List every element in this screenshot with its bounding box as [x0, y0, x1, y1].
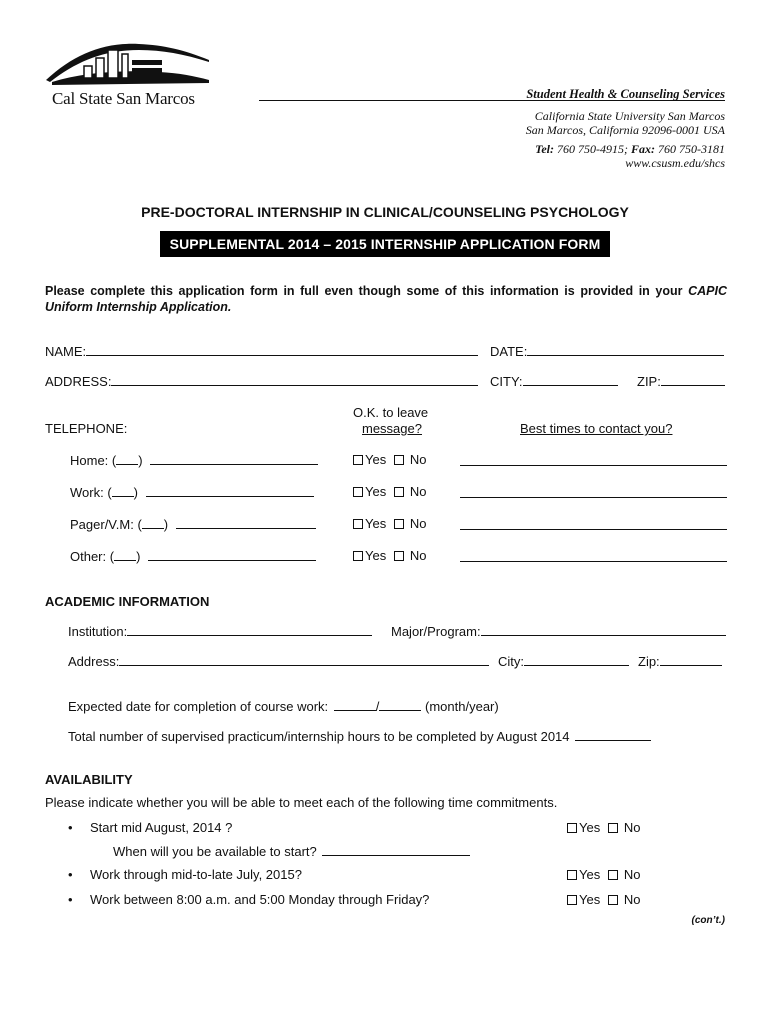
- logo-text: Cal State San Marcos: [52, 89, 195, 108]
- yes-label: Yes: [579, 867, 601, 882]
- date-slash: /: [375, 699, 380, 714]
- supervised-hours-label: Total number of supervised practicum/internship hours to be completed by August 2014: [68, 729, 570, 744]
- name-field[interactable]: [86, 343, 478, 356]
- expected-year-field[interactable]: [379, 698, 421, 711]
- tel-number: 760 750-4915;: [554, 142, 631, 156]
- university-name: California State University San Marcos: [534, 109, 725, 123]
- zip-field[interactable]: [661, 373, 725, 386]
- yes-checkbox[interactable]: [567, 823, 577, 833]
- phone-home-number[interactable]: [150, 452, 318, 465]
- contact-phone-fax: [535, 142, 725, 157]
- yes-no-work-hours: [567, 892, 640, 907]
- no-checkbox[interactable]: [394, 519, 404, 529]
- bullet-icon: •: [68, 867, 73, 882]
- phone-work-area-code[interactable]: [112, 484, 134, 497]
- available-start-label: When will you be available to start?: [113, 844, 317, 859]
- form-banner: SUPPLEMENTAL 2014 – 2015 INTERNSHIP APPLICATION FORM: [160, 231, 611, 257]
- form-title: PRE-DOCTORAL INTERNSHIP IN CLINICAL/COUNSELING PSYCHOLOGY: [141, 204, 629, 220]
- no-checkbox[interactable]: [608, 870, 618, 880]
- major-field[interactable]: [481, 623, 726, 636]
- yes-checkbox[interactable]: [353, 519, 363, 529]
- date-label: DATE:: [490, 344, 528, 359]
- major-label: Major/Program:: [391, 624, 481, 639]
- zip-label: ZIP:: [637, 374, 661, 389]
- paren-close: ): [133, 485, 138, 500]
- academic-city-field[interactable]: [524, 653, 629, 666]
- no-label: No: [409, 516, 427, 531]
- yes-checkbox[interactable]: [567, 870, 577, 880]
- website-link[interactable]: www.csusm.edu/shcs: [625, 156, 725, 170]
- no-label: No: [409, 548, 427, 563]
- no-checkbox[interactable]: [608, 823, 618, 833]
- intro-body: Please complete this application form in full even though some of this information is provided in your: [45, 284, 689, 298]
- availability-heading: AVAILABILITY: [45, 772, 133, 787]
- intro-emphasis: CAPIC Uniform Internship Application.: [45, 284, 727, 314]
- phone-other-label: Other: (: [70, 549, 115, 564]
- institution-label: Institution:: [68, 624, 128, 639]
- phone-work-number[interactable]: [146, 484, 314, 497]
- supervised-hours-field[interactable]: [575, 728, 651, 741]
- continued-note: (con’t.): [691, 915, 725, 926]
- intro-text: [45, 283, 727, 315]
- yes-label: Yes: [365, 484, 387, 499]
- phone-row-pager: [70, 516, 316, 532]
- phone-pager-area-code[interactable]: [142, 516, 164, 529]
- yes-no-work-july: [567, 867, 640, 882]
- yes-checkbox[interactable]: [353, 455, 363, 465]
- phone-row-home: [70, 452, 318, 468]
- fax-label: Fax:: [631, 142, 655, 156]
- availability-intro: Please indicate whether you will be able to meet each of the following time commitments.: [45, 795, 558, 810]
- availability-item: [68, 892, 429, 907]
- yes-label: Yes: [365, 548, 387, 563]
- university-address: San Marcos, California 92096-0001 USA: [525, 123, 725, 137]
- phone-other-number[interactable]: [148, 548, 316, 561]
- address-field[interactable]: [111, 373, 478, 386]
- yes-no-start-august: [567, 820, 640, 835]
- paren-close: ): [163, 517, 169, 532]
- phone-home-area-code[interactable]: [116, 452, 138, 465]
- no-checkbox[interactable]: [394, 487, 404, 497]
- academic-zip-label: Zip:: [638, 654, 660, 669]
- availability-item-label: Work between 8:00 a.m. and 5:00 Monday through Friday?: [90, 892, 430, 907]
- yes-no-pager: [353, 516, 426, 531]
- city-field[interactable]: [523, 373, 618, 386]
- institution-field[interactable]: [127, 623, 372, 636]
- availability-item-label: Start mid August, 2014 ?: [90, 820, 233, 835]
- telephone-label: TELEPHONE:: [45, 421, 128, 436]
- address-label: ADDRESS:: [45, 374, 112, 389]
- no-label: No: [409, 452, 427, 467]
- no-label: No: [409, 484, 427, 499]
- best-times-pager-field[interactable]: [460, 529, 727, 530]
- yes-no-other: [353, 548, 426, 563]
- academic-address-label: Address:: [68, 654, 120, 669]
- best-times-label: Best times to contact you?: [520, 421, 673, 436]
- no-checkbox[interactable]: [608, 895, 618, 905]
- no-checkbox[interactable]: [394, 551, 404, 561]
- no-label: No: [623, 867, 641, 882]
- yes-label: Yes: [365, 516, 387, 531]
- yes-checkbox[interactable]: [353, 487, 363, 497]
- phone-other-area-code[interactable]: [114, 548, 136, 561]
- phone-pager-number[interactable]: [176, 516, 316, 529]
- academic-address-field[interactable]: [119, 653, 489, 666]
- department-name: Student Health & Counseling Services: [526, 87, 725, 101]
- best-times-work-field[interactable]: [460, 497, 727, 498]
- academic-heading: ACADEMIC INFORMATION: [45, 594, 210, 609]
- yes-checkbox[interactable]: [353, 551, 363, 561]
- paren-close: ): [136, 549, 141, 564]
- no-label: No: [623, 892, 641, 907]
- yes-no-work: [353, 484, 426, 499]
- availability-item-label: Work through mid-to-late July, 2015?: [90, 867, 302, 882]
- no-label: No: [623, 820, 641, 835]
- best-times-home-field[interactable]: [460, 465, 727, 466]
- availability-item: [68, 820, 232, 835]
- yes-label: Yes: [365, 452, 387, 467]
- message-label: message?: [362, 421, 422, 436]
- campus-skyline-icon: [44, 36, 214, 88]
- phone-row-other: [70, 548, 316, 564]
- phone-home-label: Home: (: [70, 453, 117, 468]
- availability-item: [68, 867, 302, 882]
- yes-label: Yes: [579, 892, 601, 907]
- no-checkbox[interactable]: [394, 455, 404, 465]
- yes-checkbox[interactable]: [567, 895, 577, 905]
- bullet-icon: •: [68, 820, 73, 835]
- phone-work-label: Work: (: [70, 485, 112, 500]
- academic-zip-field[interactable]: [660, 653, 722, 666]
- best-times-other-field[interactable]: [460, 561, 727, 562]
- expected-date-label: Expected date for completion of course work:: [68, 699, 329, 714]
- available-start-field[interactable]: [322, 843, 470, 856]
- expected-date-format: (month/year): [425, 699, 499, 714]
- paren-close: ): [138, 453, 143, 468]
- bullet-icon: •: [68, 892, 73, 907]
- fax-number: 760 750-3181: [655, 142, 725, 156]
- logo: [44, 36, 214, 106]
- name-label: NAME:: [45, 344, 87, 359]
- tel-label: Tel:: [535, 142, 554, 156]
- academic-city-label: City:: [498, 654, 524, 669]
- expected-month-field[interactable]: [334, 698, 376, 711]
- date-field[interactable]: [527, 343, 724, 356]
- ok-to-leave-label: O.K. to leave: [353, 405, 429, 420]
- phone-pager-label: Pager/V.M: (: [70, 517, 142, 532]
- phone-row-work: [70, 484, 314, 500]
- yes-label: Yes: [579, 820, 601, 835]
- yes-no-home: [353, 452, 426, 467]
- city-label: CITY:: [490, 374, 523, 389]
